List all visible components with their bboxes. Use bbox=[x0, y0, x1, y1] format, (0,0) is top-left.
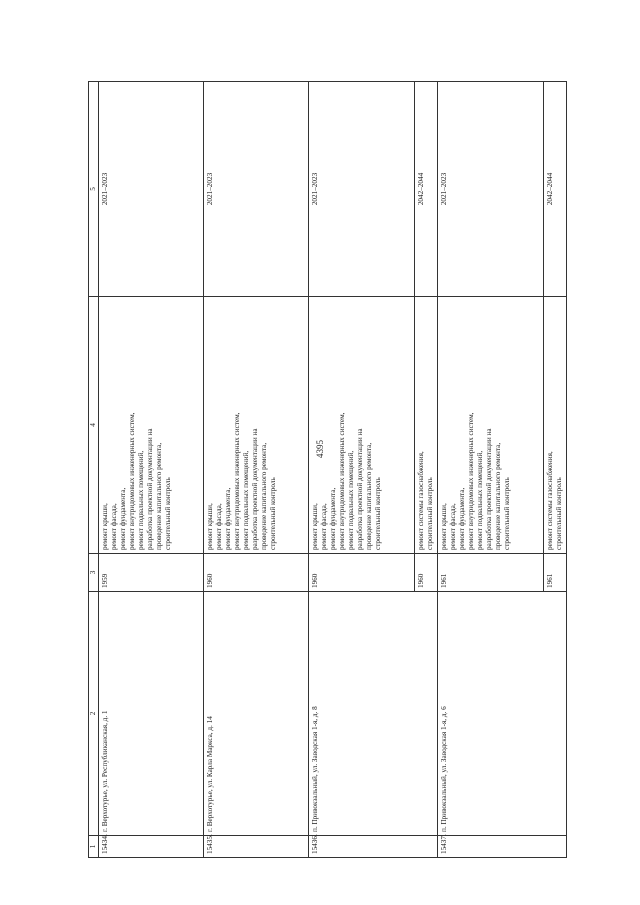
work-item: строительный контроль bbox=[164, 477, 172, 550]
work-item: ремонт системы газоснабжения, bbox=[417, 451, 425, 550]
work-item: разработка проектной документации на bbox=[146, 428, 154, 550]
row-works bbox=[415, 297, 438, 554]
work-item: ремонт фасада, bbox=[449, 503, 457, 550]
work-item: ремонт внутридомовых инженерных систем, bbox=[128, 412, 136, 550]
work-item: ремонт подвальных помещений, bbox=[476, 450, 484, 550]
table-row bbox=[204, 82, 309, 858]
work-item: ремонт фундамента, bbox=[119, 487, 127, 550]
work-item: строительный контроль bbox=[426, 477, 434, 550]
works-list bbox=[546, 300, 564, 550]
work-item: разработка проектной документации на bbox=[356, 428, 364, 550]
works-list bbox=[417, 300, 435, 550]
row-year: 1961 bbox=[438, 554, 544, 592]
work-item: ремонт фасада, bbox=[110, 503, 118, 550]
row-year: 1960 bbox=[415, 554, 438, 592]
work-item: ремонт фундамента, bbox=[329, 487, 337, 550]
row-year: 1960 bbox=[309, 554, 415, 592]
row-number: 15436. bbox=[309, 836, 438, 858]
row-year: 1961 bbox=[544, 554, 567, 592]
row-number: 15435. bbox=[204, 836, 309, 858]
row-works bbox=[309, 297, 415, 554]
header-cell: 3 bbox=[89, 554, 99, 592]
works-list bbox=[440, 300, 512, 550]
work-item: ремонт фасада, bbox=[320, 503, 328, 550]
row-term: 2021–2023 bbox=[438, 82, 544, 297]
work-item: ремонт внутридомовых инженерных систем, bbox=[233, 412, 241, 550]
work-item: проведение капитального ремонта, bbox=[365, 442, 373, 550]
work-item: проведение капитального ремонта, bbox=[260, 442, 268, 550]
row-works bbox=[99, 297, 204, 554]
work-item: ремонт фундамента, bbox=[458, 487, 466, 550]
work-item: ремонт подвальных помещений, bbox=[137, 450, 145, 550]
row-term: 2021–2023 bbox=[309, 82, 415, 297]
row-number: 15437. bbox=[438, 836, 567, 858]
row-number: 15434. bbox=[99, 836, 204, 858]
work-item: ремонт фундамента, bbox=[224, 487, 232, 550]
row-term: 2021–2023 bbox=[99, 82, 204, 297]
work-item: ремонт крыши, bbox=[101, 503, 109, 550]
header-cell: 2 bbox=[89, 592, 99, 836]
work-item: проведение капитального ремонта, bbox=[155, 442, 163, 550]
row-term: 2021–2023 bbox=[204, 82, 309, 297]
row-term: 2042–2044 bbox=[544, 82, 567, 297]
work-item: ремонт крыши, bbox=[206, 503, 214, 550]
work-item: ремонт подвальных помещений, bbox=[242, 450, 250, 550]
row-works bbox=[204, 297, 309, 554]
table-row bbox=[438, 82, 544, 858]
header-cell: 1 bbox=[89, 836, 99, 858]
works-list bbox=[101, 300, 173, 550]
work-item: строительный контроль bbox=[374, 477, 382, 550]
work-item: проведение капитального ремонта, bbox=[494, 442, 502, 550]
row-address: г. Верхотурье, ул. Республиканская, д. 1 bbox=[99, 592, 204, 836]
row-year: 1960 bbox=[204, 554, 309, 592]
work-item: ремонт системы газоснабжения, bbox=[546, 451, 554, 550]
row-address: п. Привокзальный, ул. Заводская 1-я, д. 6 bbox=[438, 592, 567, 836]
work-item: разработка проектной документации на bbox=[485, 428, 493, 550]
work-item: ремонт внутридомовых инженерных систем, bbox=[338, 412, 346, 550]
row-year: 1959 bbox=[99, 554, 204, 592]
row-term: 2042–2044 bbox=[415, 82, 438, 297]
work-item: ремонт фасада, bbox=[215, 503, 223, 550]
table-row bbox=[309, 82, 415, 858]
row-works bbox=[438, 297, 544, 554]
header-cell: 5 bbox=[89, 82, 99, 297]
table-header-row bbox=[89, 82, 99, 858]
work-item: разработка проектной документации на bbox=[251, 428, 259, 550]
header-cell: 4 bbox=[89, 297, 99, 554]
work-item: ремонт внутридомовых инженерных систем, bbox=[467, 412, 475, 550]
works-list bbox=[311, 300, 383, 550]
works-list bbox=[206, 300, 278, 550]
work-item: строительный контроль bbox=[503, 477, 511, 550]
work-item: строительный контроль bbox=[555, 477, 563, 550]
row-address: г. Верхотурье, ул. Карла Маркса, д. 14 bbox=[204, 592, 309, 836]
work-item: строительный контроль bbox=[269, 477, 277, 550]
row-works bbox=[544, 297, 567, 554]
row-address: п. Привокзальный, ул. Заводская 1-я, д. 8 bbox=[309, 592, 438, 836]
capital-repair-table bbox=[88, 81, 567, 858]
page-number: 4395 bbox=[315, 440, 325, 458]
work-item: ремонт крыши, bbox=[440, 503, 448, 550]
table-row bbox=[99, 82, 204, 858]
register-table-wrapper bbox=[88, 82, 563, 858]
work-item: ремонт крыши, bbox=[311, 503, 319, 550]
work-item: ремонт подвальных помещений, bbox=[347, 450, 355, 550]
